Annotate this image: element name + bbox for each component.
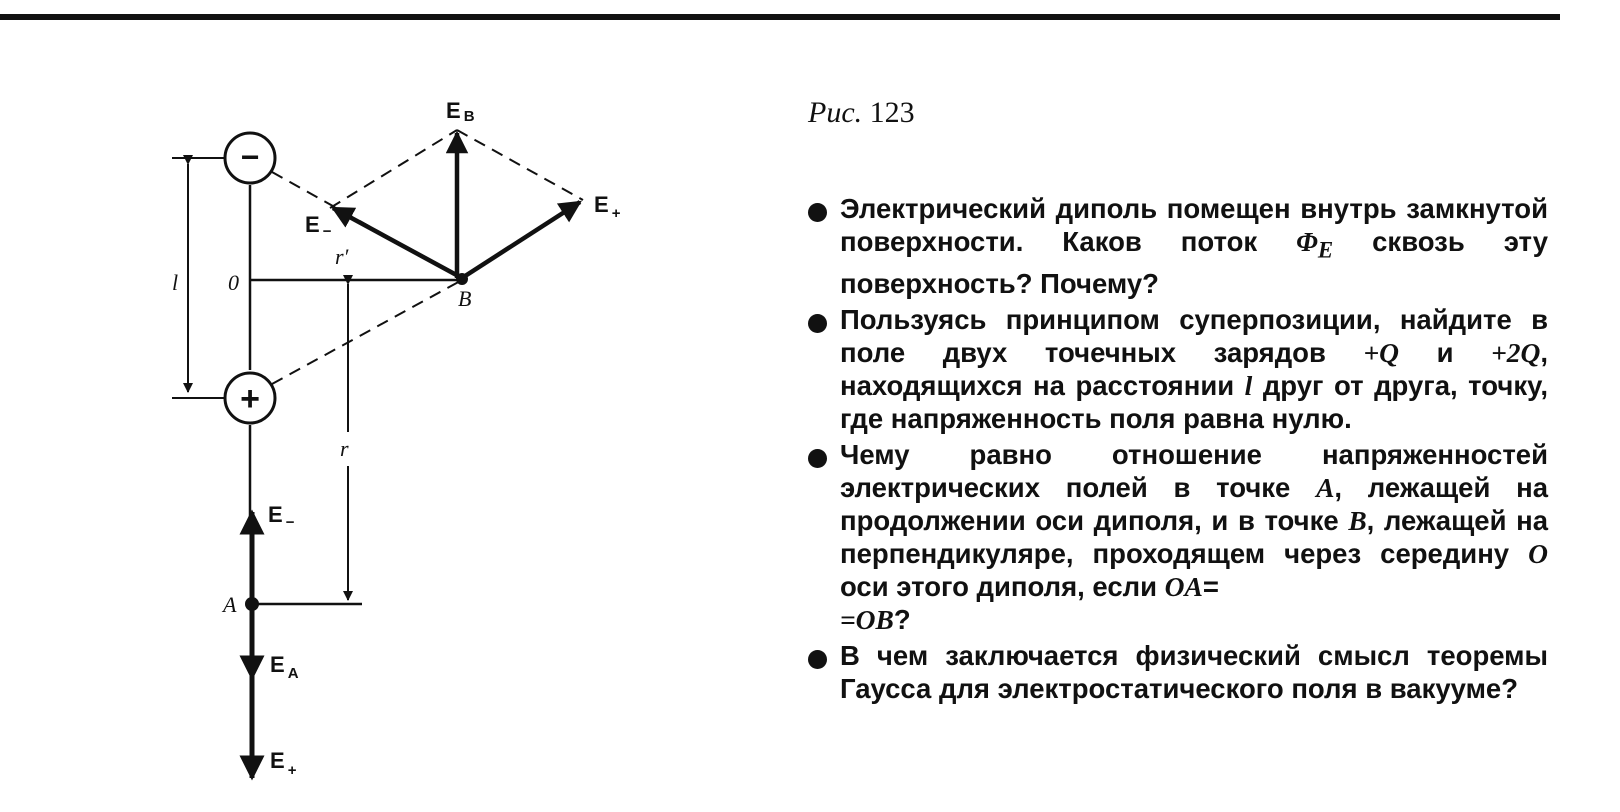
- E-plus-vector-B: [462, 202, 580, 278]
- caption-prefix: Рис.: [808, 96, 863, 129]
- E-plus-top-label: E $_+$: [594, 192, 621, 222]
- r-label: r: [340, 436, 349, 461]
- dipole-figure: [0, 0, 740, 812]
- bullet-icon: [808, 314, 827, 333]
- question-2: Пользуясь принципом суперпозиции, найдите в поле двух точечных зарядов +Q и +2Q, находящихся на расстоянии l друг от друга, точку, где напряженность поля равна нулю.: [808, 303, 1548, 435]
- dashed-parallelogram-left: [330, 130, 457, 208]
- E-B-label: E B: [446, 98, 475, 125]
- E-minus-bottom-label: E $_-$: [268, 502, 295, 531]
- B-label: B: [458, 286, 472, 311]
- question-list: [808, 192, 1548, 708]
- dashed-parallelogram-right: [457, 130, 583, 200]
- E-plus-bottom-label: E $_+$: [270, 748, 297, 779]
- E-minus-top-label: E −: [305, 212, 332, 240]
- positive-charge: [225, 373, 275, 423]
- O-label: 0: [228, 270, 239, 295]
- question-1: Электрический диполь помещен внутрь замкнутой поверхности. Каков поток $\Phi_E$ сквозь эту поверхность? Почему?: [808, 192, 1548, 300]
- question-4: В чем заключается физический смысл теоремы Гаусса для электростатического поля в вакууме?: [808, 639, 1548, 705]
- positive-charge-sign: +: [240, 380, 260, 418]
- question-3: Чему равно отношение напряженностей электрических полей в точке A, лежащей на продолжении оси диполя, и в точке B, лежащей на перпендикуляре, проходящем через середину O оси этого диполя, если OA= =OB?: [808, 438, 1548, 636]
- negative-charge: [225, 133, 275, 183]
- caption-number: 123: [869, 96, 915, 129]
- dashed-plus-to-B: [272, 280, 462, 384]
- figure-caption: [808, 96, 915, 130]
- negative-charge-sign: −: [240, 139, 260, 175]
- r-prime-label: r′: [335, 244, 349, 269]
- point-B: [456, 273, 468, 285]
- E-A-label: E $_A$: [270, 652, 299, 682]
- E-minus-vector-B: [333, 208, 462, 278]
- A-label: A: [223, 592, 237, 617]
- bullet-icon: [808, 449, 827, 468]
- l-label: l: [172, 270, 179, 295]
- bullet-icon: [808, 650, 827, 669]
- bullet-icon: [808, 203, 827, 222]
